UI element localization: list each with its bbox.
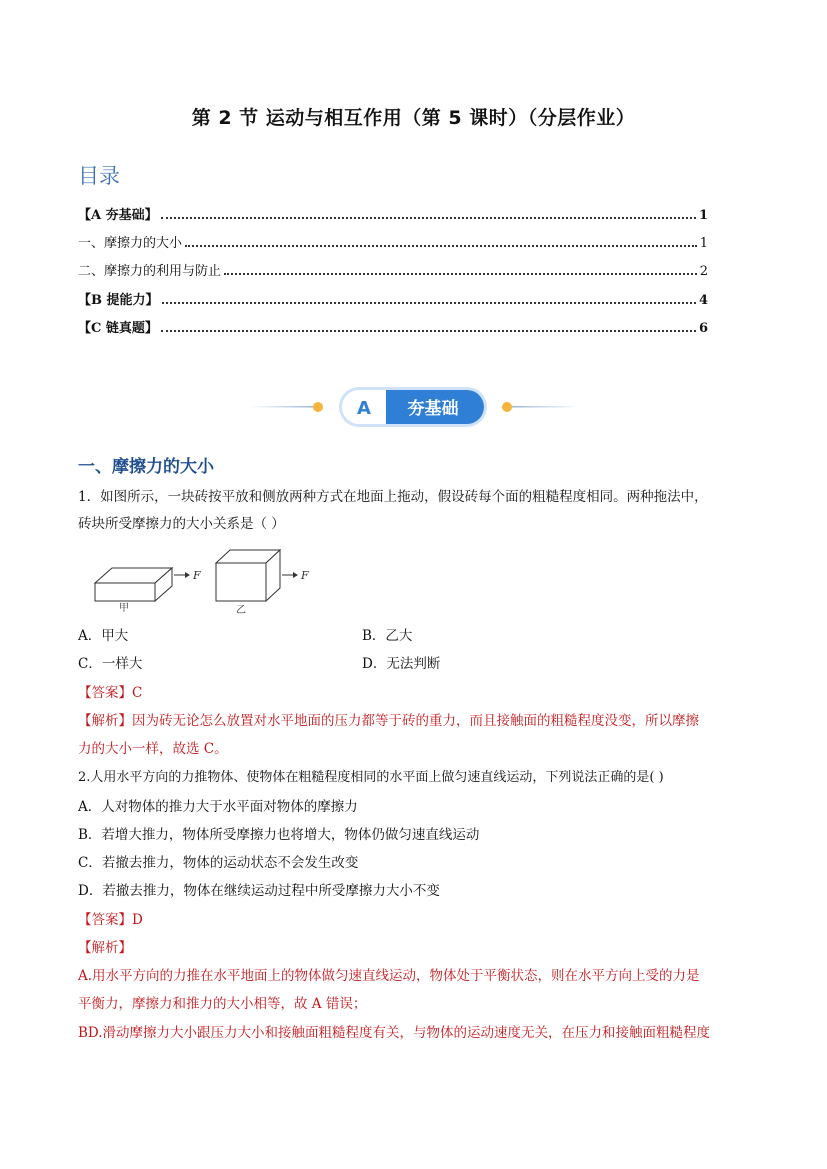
q2-option-c[interactable]: C．若撤去推力，物体的运动状态不会发生改变: [78, 855, 359, 871]
toc-item-label: 【C 链真题】: [78, 321, 158, 336]
analysis-label: 【解析】: [78, 713, 132, 729]
q2-option-a[interactable]: A．人对物体的推力大于水平面对物体的摩擦力: [78, 799, 358, 815]
toc-item-section2[interactable]: [78, 259, 708, 279]
answer-value: D: [132, 912, 143, 928]
toc-item-label: 【B 提能力】: [78, 293, 159, 308]
toc-item-page: 2: [699, 264, 708, 279]
toc-item-a[interactable]: [78, 203, 708, 223]
q2-option-b[interactable]: B．若增大推力，物体所受摩擦力也将增大，物体仍做匀速直线运动: [78, 827, 480, 843]
toc-item-page: 4: [698, 293, 708, 308]
q1-stem-line2: 砖块所受摩擦力的大小关系是（ ）: [78, 516, 285, 532]
toc-item-page: 1: [699, 236, 708, 251]
q2-analysis-label: 【解析】: [78, 940, 132, 956]
toc-leader: [161, 330, 696, 332]
toc-item-b[interactable]: [78, 288, 708, 308]
q1-option-c[interactable]: C．一样大: [78, 656, 143, 672]
toc-item-label: 【A 夯基础】: [78, 208, 158, 223]
toc-leader: [161, 217, 696, 219]
section-banner: [250, 385, 580, 429]
caption-right: 乙: [236, 605, 246, 615]
force-label-right: F: [301, 569, 309, 582]
q2-stem: 2.人用水平方向的力推物体、使物体在粗糙程度相同的水平面上做匀速直线运动，下列说法正确的是( ): [78, 770, 664, 785]
q1-analysis-line2: 力的大小一样，故选 C。: [78, 741, 228, 757]
answer-label: 【答案】: [78, 912, 132, 928]
brick-figure: [90, 543, 320, 615]
answer-value: C: [132, 685, 143, 701]
toc-item-c[interactable]: [78, 316, 708, 336]
q1-option-d[interactable]: D．无法判断: [362, 656, 441, 672]
banner-dot-left: [313, 402, 323, 412]
toc-leader: [162, 302, 696, 304]
q2-analysis-line3: BD.滑动摩擦力大小跟压力大小和接触面粗糙程度有关，与物体的运动速度无关，在压力和接触面粗糙程度: [78, 1025, 711, 1041]
page-title: 第 2 节 运动与相互作用（第 5 课时）（分层作业）: [191, 107, 636, 129]
banner-letter: A: [357, 398, 371, 419]
caption-left: 甲: [119, 603, 129, 614]
toc-item-page: 1: [698, 208, 708, 223]
q1-answer: [78, 685, 142, 701]
q1-option-a[interactable]: A．甲大: [78, 628, 129, 644]
q1-option-b[interactable]: B．乙大: [362, 628, 413, 644]
q2-answer: [78, 912, 143, 928]
q2-analysis-line1: A.用水平方向的力推在水平地面上的物体做匀速直线运动，物体处于平衡状态，则在水平方向上受的力是: [78, 968, 700, 984]
toc-item-page: 6: [698, 321, 708, 336]
toc-leader: [185, 245, 697, 247]
answer-label: 【答案】: [78, 685, 132, 701]
toc-item-label: 二、摩擦力的利用与防止: [78, 264, 222, 279]
q2-option-d[interactable]: D．若撤去推力，物体在继续运动过程中所受摩擦力大小不变: [78, 883, 440, 899]
toc-item-section1[interactable]: [78, 231, 708, 251]
section-heading: 一、摩擦力的大小: [78, 457, 214, 477]
analysis-text: 因为砖无论怎么放置对水平地面的压力都等于砖的重力，而且接触面的粗糙程度没变，所以摩擦: [132, 713, 699, 729]
toc-item-label: 一、摩擦力的大小: [78, 236, 183, 251]
q2-analysis-line2: 平衡力，摩擦力和推力的大小相等，故 A 错误；: [78, 996, 367, 1012]
toc-heading: 目录: [78, 164, 120, 188]
q1-analysis-line1: [78, 713, 699, 729]
banner-dot-right: [502, 402, 512, 412]
q1-stem-line1: 1．如图所示，一块砖按平放和侧放两种方式在地面上拖动，假设砖每个面的粗糙程度相同。两种拖法中，: [78, 489, 708, 505]
toc-leader: [224, 273, 697, 275]
force-label-left: F: [193, 569, 201, 582]
banner-text: 夯基础: [407, 399, 459, 419]
